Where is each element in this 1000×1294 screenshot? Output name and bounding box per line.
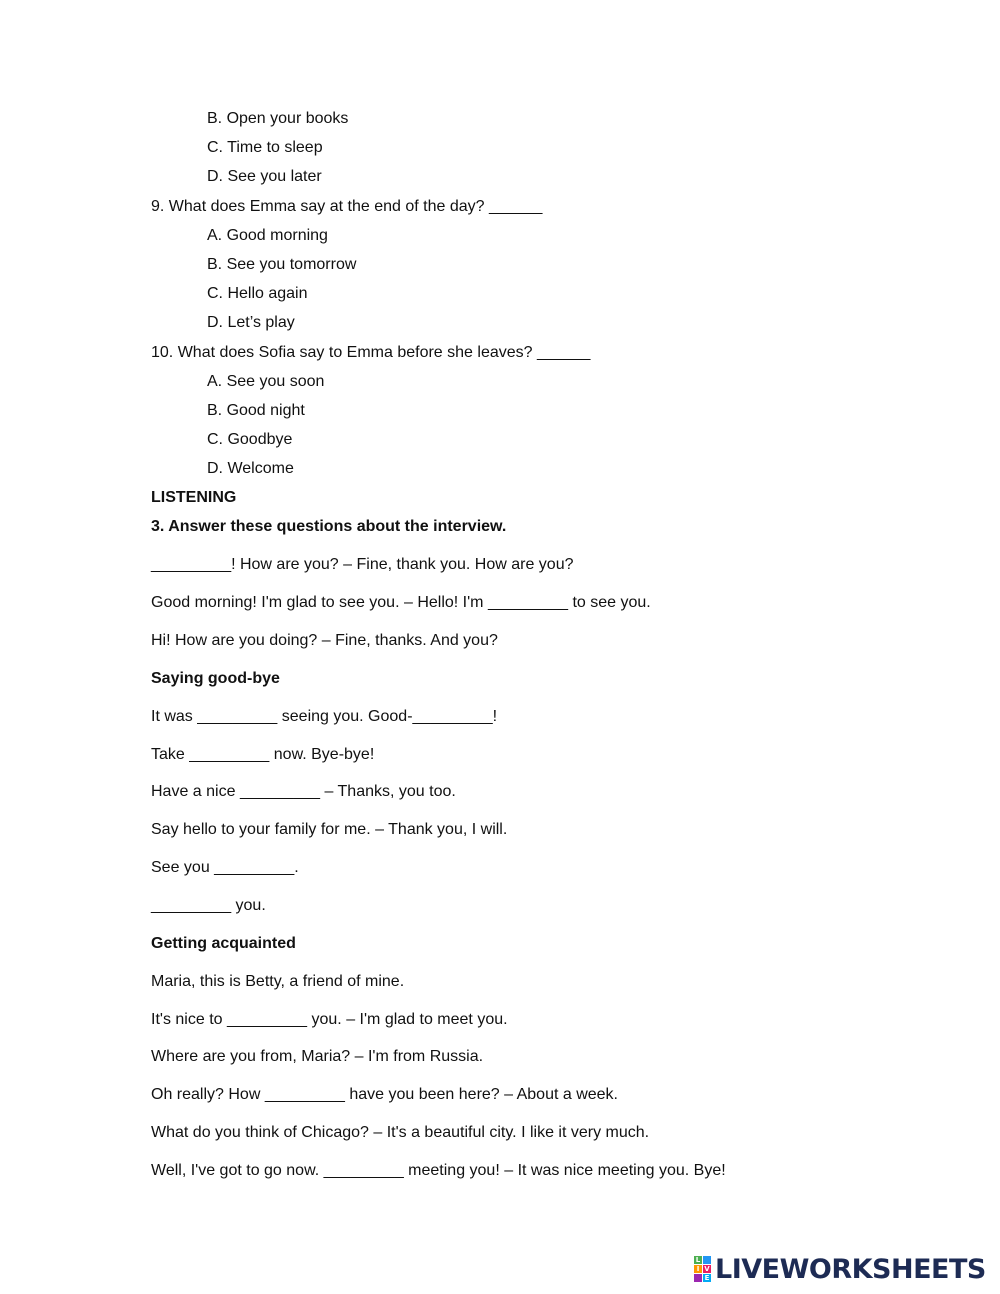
q9-option-b: B. See you tomorrow (207, 256, 357, 273)
goodbye-line-3: Have a nice _________ – Thanks, you too. (151, 783, 456, 800)
goodbye-heading: Saying good-bye (151, 670, 280, 687)
logo-mark-square (694, 1274, 702, 1282)
logo-mark-square (703, 1256, 711, 1264)
liveworksheets-logo-mark (694, 1256, 711, 1282)
greeting-line-2: Good morning! I'm glad to see you. – Hello! I'm _________ to see you. (151, 594, 651, 611)
listening-instruction: 3. Answer these questions about the interview. (151, 518, 507, 535)
q10-option-d: D. Welcome (207, 460, 294, 477)
greeting-line-1: _________! How are you? – Fine, thank you. How are you? (151, 556, 574, 573)
logo-mark-square: L (695, 1256, 701, 1264)
q8-option-b: B. Open your books (207, 110, 349, 127)
goodbye-line-2: Take _________ now. Bye-bye! (151, 746, 375, 763)
acquainted-line-5: What do you think of Chicago? – It's a beautiful city. I like it very much. (151, 1124, 650, 1141)
q9-question: 9. What does Emma say at the end of the day? ______ (151, 198, 543, 215)
q8-option-d: D. See you later (207, 168, 322, 185)
q10-question: 10. What does Sofia say to Emma before she leaves? ______ (151, 344, 591, 361)
goodbye-line-5: See you _________. (151, 859, 299, 876)
q9-option-d: D. Let’s play (207, 314, 295, 331)
listening-heading: LISTENING (151, 489, 237, 506)
acquainted-line-2: It's nice to _________ you. – I'm glad to meet you. (151, 1011, 508, 1028)
goodbye-line-4: Say hello to your family for me. – Thank you, I will. (151, 821, 508, 838)
acquainted-heading: Getting acquainted (151, 935, 296, 952)
goodbye-line-1: It was _________ seeing you. Good-_________! (151, 708, 498, 725)
liveworksheets-wordmark: LIVEWORKSHEETS (715, 1253, 986, 1285)
liveworksheets-logo[interactable] (694, 1254, 986, 1284)
acquainted-line-3: Where are you from, Maria? – I'm from Russia. (151, 1048, 484, 1065)
q10-option-a: A. See you soon (207, 373, 325, 390)
logo-mark-square: V (704, 1265, 710, 1273)
q8-option-c: C. Time to sleep (207, 139, 323, 156)
logo-mark-square: E (704, 1274, 710, 1282)
acquainted-line-6: Well, I've got to go now. _________ meeting you! – It was nice meeting you. Bye! (151, 1162, 726, 1179)
acquainted-line-1: Maria, this is Betty, a friend of mine. (151, 973, 405, 990)
greeting-line-3: Hi! How are you doing? – Fine, thanks. And you? (151, 632, 498, 649)
q9-option-a: A. Good morning (207, 227, 328, 244)
q9-option-c: C. Hello again (207, 285, 308, 302)
q10-option-c: C. Goodbye (207, 431, 293, 448)
acquainted-line-4: Oh really? How _________ have you been here? – About a week. (151, 1086, 618, 1103)
q10-option-b: B. Good night (207, 402, 305, 419)
goodbye-line-6: _________ you. (151, 897, 266, 914)
logo-mark-square: I (694, 1265, 702, 1273)
